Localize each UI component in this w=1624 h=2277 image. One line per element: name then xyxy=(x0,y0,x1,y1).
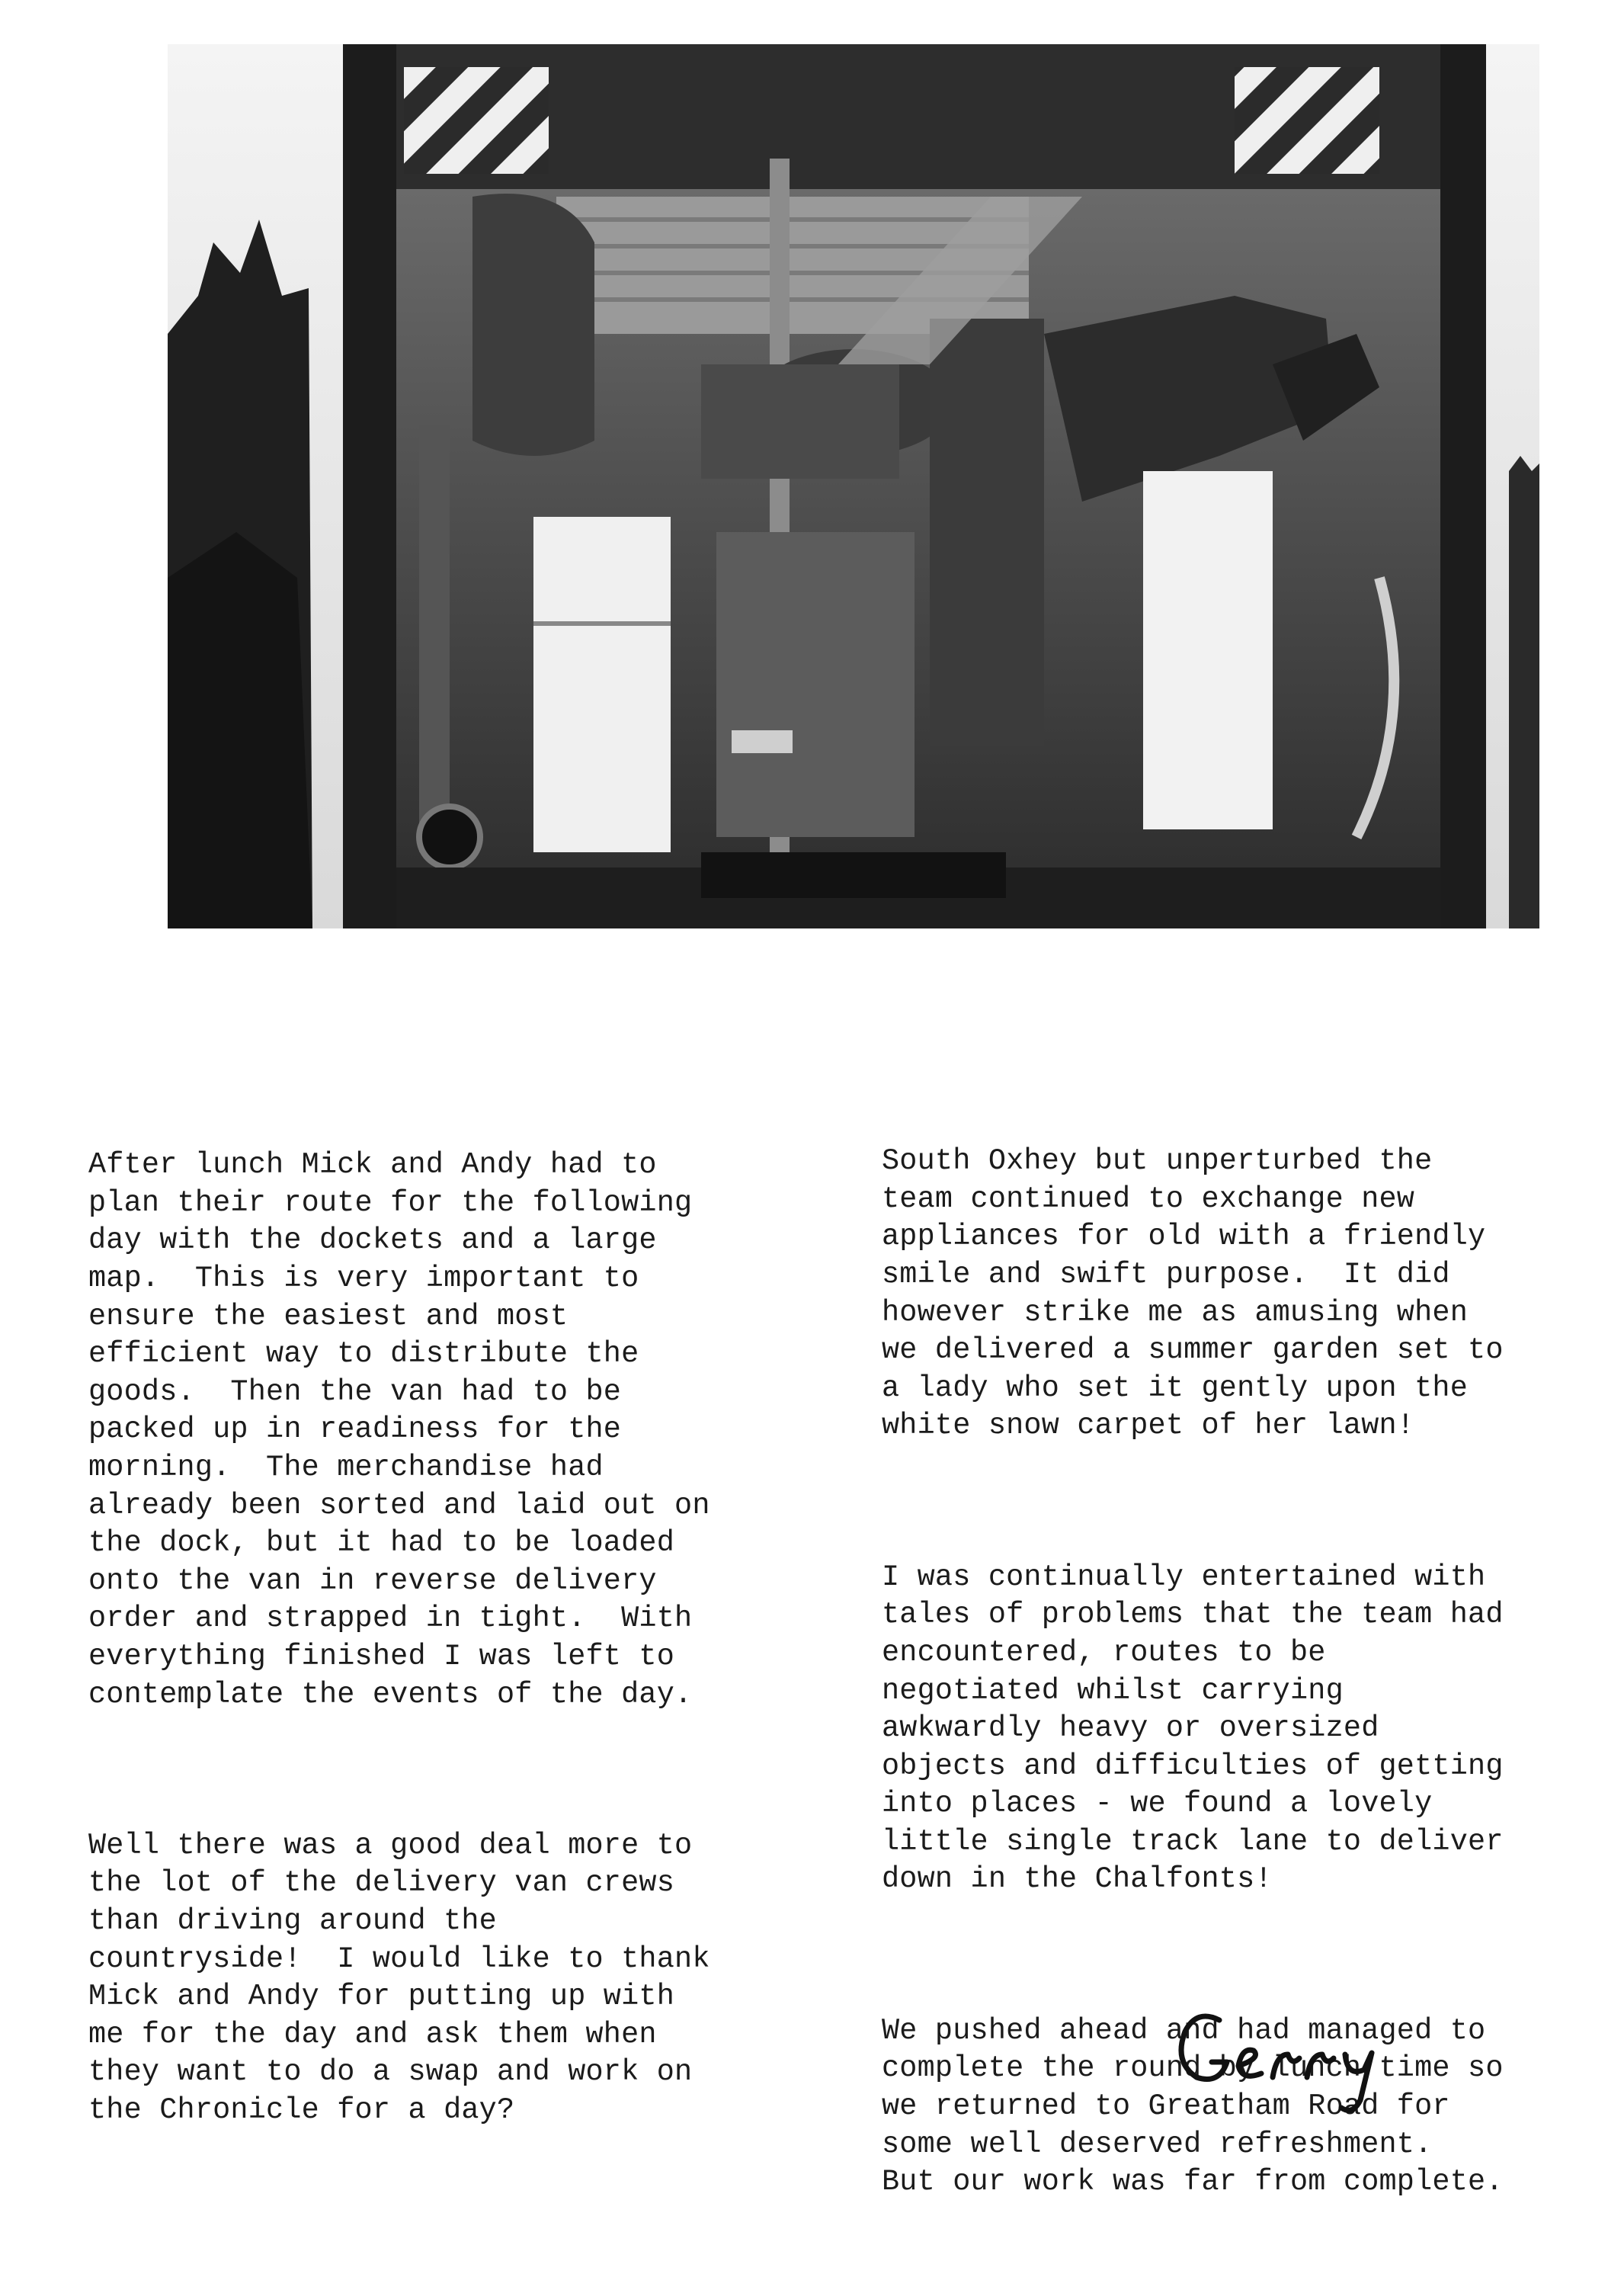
handwritten-signature xyxy=(1166,1993,1410,2115)
article-left-column xyxy=(88,1071,805,2205)
right-paragraph-2: I was continually entertained with tales of problems that the team had encountered, routes to be negotiated whilst carrying awkwardly heavy or oversized objects and difficulties of getting into places - we found a lovely little single track lane to deliver down in the Chalfonts! xyxy=(882,1560,1504,1897)
delivery-van-photo-graphic xyxy=(168,44,1539,928)
left-paragraph-1: After lunch Mick and Andy had to plan their route for the following day with the dockets and a large map. This is very important to ensure the easiest and most efficient way to distribute the goods. Then the van had to be packed up in readiness for the morning. The merchandise had already been sorted and laid out on the dock, but it had to be loaded onto the van in reverse delivery order and strapped in tight. With everything finished I was left to contemplate the events of the day. xyxy=(88,1148,710,1711)
right-paragraph-1: South Oxhey but unperturbed the team continued to exchange new appliances for old with a friendly smile and swift purpose. It did however strike me as amusing when we delivered a summer garden set to a lady who set it gently upon the white snow carpet of her lawn! xyxy=(882,1144,1504,1443)
signature-graphic xyxy=(1166,1993,1410,2115)
left-paragraph-2: Well there was a good deal more to the lot of the delivery van crews than driving around the countryside! I would like to thank Mick and Andy for putting up with me for the day and ask them when they want to do a swap and work on the Chronicle for a day? xyxy=(88,1828,710,2128)
right-paragraph-3: We pushed ahead and had managed to complete the round by lunch time so we returned to Greatham Road for some well deserved refreshment. But our work was far from complete. xyxy=(882,2013,1504,2199)
delivery-van-photo xyxy=(168,44,1539,928)
